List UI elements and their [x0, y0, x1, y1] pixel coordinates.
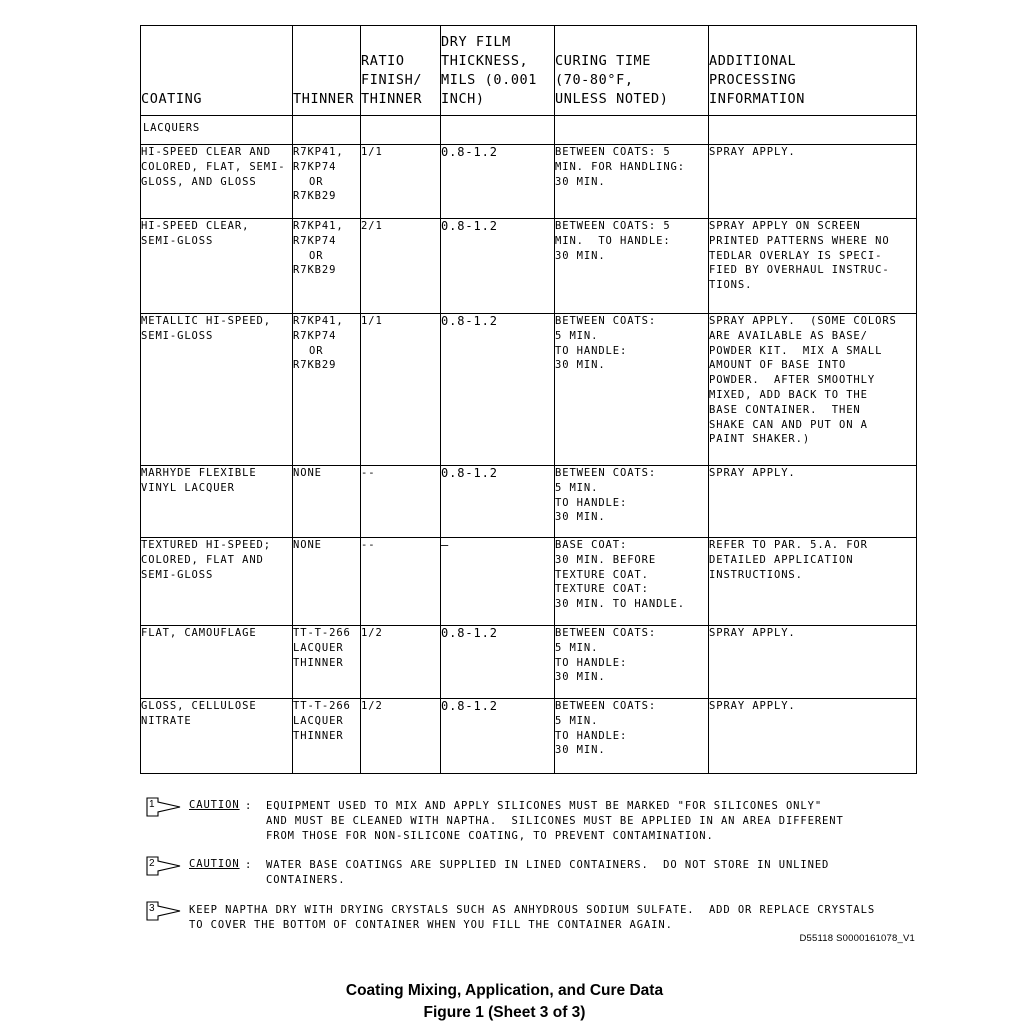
text-line: OR	[309, 175, 324, 188]
text-line: METALLIC HI-SPEED,	[141, 315, 271, 327]
thinner-cell	[293, 219, 361, 314]
text-line: 5 MIN.	[555, 714, 599, 727]
text-line: R7KP74	[293, 234, 337, 247]
header-dry-film	[441, 26, 555, 116]
text-line: FIED BY OVERHAUL INSTRUC-	[709, 264, 890, 277]
text-line: TEXTURE COAT:	[555, 583, 649, 596]
text-line: OR	[309, 344, 324, 357]
text-line: REFER TO PAR. 5.A. FOR	[709, 539, 868, 551]
text-line: SPRAY APPLY ON SCREEN	[709, 220, 861, 232]
text-line: MARHYDE FLEXIBLE	[141, 467, 257, 479]
info-cell	[709, 699, 917, 774]
thinner-cell	[293, 145, 361, 219]
text-line: CURING TIME	[555, 53, 652, 69]
table-row	[141, 314, 917, 466]
dry-film-cell: 0.8-1.2	[441, 314, 555, 466]
text-line: TEXTURE COAT.	[555, 568, 649, 581]
text-line: 30 MIN. BEFORE	[555, 553, 657, 566]
text-line: THINNER	[361, 91, 423, 107]
text-line: TO HANDLE:	[555, 656, 628, 669]
note-flag-2-icon: 2	[146, 856, 186, 876]
text-line: SHAKE CAN AND PUT ON A	[709, 418, 868, 431]
text-line: VINYL LACQUER	[141, 481, 235, 494]
text-line: FLAT, CAMOUFLAGE	[141, 627, 257, 639]
text-line: TIONS.	[709, 279, 753, 292]
ratio-cell: 1/1	[361, 145, 441, 219]
text-line: THINNER	[293, 91, 355, 107]
curing-cell	[555, 538, 709, 626]
text-line: SPRAY APPLY.	[709, 627, 796, 639]
text-line: LACQUER	[293, 714, 344, 727]
text-line: ADDITIONAL	[709, 53, 797, 69]
text-line: COLORED, FLAT, SEMI-	[141, 160, 286, 173]
ratio-cell: --	[361, 538, 441, 626]
text-line: DETAILED APPLICATION	[709, 553, 854, 566]
text-line: TEXTURED HI-SPEED;	[141, 539, 271, 551]
curing-cell	[555, 314, 709, 466]
text-line: R7KP74	[293, 329, 337, 342]
thinner-cell	[293, 626, 361, 699]
text-line: DRY FILM	[441, 34, 511, 50]
text-line: MIN. TO HANDLE:	[555, 234, 671, 247]
text-line: RATIO	[361, 53, 405, 69]
info-cell	[709, 145, 917, 219]
info-cell	[709, 538, 917, 626]
ratio-cell: 1/2	[361, 626, 441, 699]
text-line: R7KP41,	[293, 220, 344, 232]
info-cell	[709, 626, 917, 699]
caution-label: CAUTION	[189, 799, 240, 811]
text-line: ARE AVAILABLE AS BASE/	[709, 329, 868, 342]
text-line: HI-SPEED CLEAR AND	[141, 146, 271, 158]
text-line: TEDLAR OVERLAY IS SPECI-	[709, 249, 883, 262]
section-row	[141, 116, 917, 145]
table-row	[141, 145, 917, 219]
ratio-cell: 1/2	[361, 699, 441, 774]
text-line: MILS (0.001	[441, 72, 538, 88]
text-line: COLORED, FLAT AND	[141, 553, 264, 566]
text-line: (70-80°F,	[555, 72, 634, 88]
table-row	[141, 466, 917, 538]
thinner-cell	[293, 466, 361, 538]
text-line: MIXED, ADD BACK TO THE	[709, 388, 868, 401]
text-line: 5 MIN.	[555, 329, 599, 342]
text-line: SPRAY APPLY.	[709, 146, 796, 158]
ratio-cell: 1/1	[361, 314, 441, 466]
text-line: INCH)	[441, 91, 485, 107]
header-thinner	[293, 26, 361, 116]
text-line: 30 MIN.	[555, 671, 606, 684]
text-line: 30 MIN.	[555, 511, 606, 524]
dry-film-cell: 0.8-1.2	[441, 699, 555, 774]
ratio-cell: --	[361, 466, 441, 538]
text-line: AND MUST BE CLEANED WITH NAPTHA. SILICONES MUST BE APPLIED IN AN AREA DIFFERENT	[266, 815, 844, 827]
text-line: AMOUNT OF BASE INTO	[709, 359, 847, 372]
note-3-text	[189, 903, 875, 933]
ratio-cell: 2/1	[361, 219, 441, 314]
text-line: TO COVER THE BOTTOM OF CONTAINER WHEN YOU FILL THE CONTAINER AGAIN.	[189, 919, 673, 931]
text-line: LACQUER	[293, 641, 344, 654]
text-line: KEEP NAPTHA DRY WITH DRYING CRYSTALS SUCH AS ANHYDROUS SODIUM SULFATE. ADD OR REPLACE CRYSTALS	[189, 904, 876, 916]
dry-film-cell: 0.8-1.2	[441, 219, 555, 314]
text-line: BASE CONTAINER. THEN	[709, 403, 861, 416]
header-row	[141, 26, 917, 116]
note-flag-3-icon: 3	[146, 901, 186, 921]
text-line: TT-T-266	[293, 700, 351, 712]
text-line: NONE	[293, 539, 322, 551]
header-additional-info	[709, 26, 917, 116]
table-row	[141, 626, 917, 699]
caution-label: CAUTION	[189, 858, 240, 870]
text-line: FINISH/	[361, 72, 423, 88]
curing-cell	[555, 626, 709, 699]
coating-cell	[141, 699, 293, 774]
table-row	[141, 699, 917, 774]
text-line: POWDER. AFTER SMOOTHLY	[709, 374, 876, 387]
text-line: EQUIPMENT USED TO MIX AND APPLY SILICONES MUST BE MARKED "FOR SILICONES ONLY"	[266, 800, 823, 812]
curing-cell	[555, 466, 709, 538]
curing-cell	[555, 699, 709, 774]
text-line: 5 MIN.	[555, 641, 599, 654]
header-curing-time	[555, 26, 709, 116]
figure-number: Figure 1 (Sheet 3 of 3)	[423, 1004, 586, 1021]
text-line: GLOSS, CELLULOSE	[141, 700, 257, 712]
header-ratio	[361, 26, 441, 116]
table-row	[141, 538, 917, 626]
text-line: 30 MIN.	[555, 744, 606, 757]
coating-cell	[141, 626, 293, 699]
text-line: PROCESSING	[709, 72, 797, 88]
dry-film-cell: 0.8-1.2	[441, 145, 555, 219]
text-line: HI-SPEED CLEAR,	[141, 220, 250, 232]
text-line: COATING	[141, 91, 203, 107]
text-line: OR	[309, 249, 324, 262]
text-line: THINNER	[293, 656, 344, 669]
text-line: TO HANDLE:	[555, 344, 628, 357]
text-line: 30 MIN.	[555, 359, 606, 372]
dry-film-cell: 0.8-1.2	[441, 466, 555, 538]
text-line: 30 MIN. TO HANDLE.	[555, 598, 685, 611]
text-line: TT-T-266	[293, 627, 351, 639]
text-line: SEMI-GLOSS	[141, 234, 214, 247]
coating-cell	[141, 219, 293, 314]
text-line: THICKNESS,	[441, 53, 529, 69]
info-cell	[709, 219, 917, 314]
curing-cell	[555, 145, 709, 219]
text-line: TO HANDLE:	[555, 729, 628, 742]
coating-cell	[141, 145, 293, 219]
info-cell	[709, 314, 917, 466]
document-id: D55118 S0000161078_V1	[799, 933, 915, 944]
text-line: 30 MIN.	[555, 175, 606, 188]
text-line: 30 MIN.	[555, 249, 606, 262]
text-line: SPRAY APPLY.	[709, 467, 796, 479]
coating-cell	[141, 538, 293, 626]
text-line: MIN. FOR HANDLING:	[555, 160, 685, 173]
coating-data-table	[140, 25, 917, 774]
text-line: TO HANDLE:	[555, 496, 628, 509]
figure-title: Coating Mixing, Application, and Cure Data	[345, 982, 664, 999]
text-line: BETWEEN COATS: 5	[555, 220, 671, 232]
text-line: R7KP41,	[293, 146, 344, 158]
thinner-cell	[293, 699, 361, 774]
table-row	[141, 219, 917, 314]
info-cell	[709, 466, 917, 538]
text-line: CONTAINERS.	[266, 874, 346, 886]
text-line: R7KP74	[293, 160, 337, 173]
note-1-text	[266, 799, 844, 844]
text-line: BETWEEN COATS:	[555, 315, 657, 327]
text-line: FROM THOSE FOR NON-SILICONE COATING, TO PREVENT CONTAMINATION.	[266, 830, 714, 842]
text-line: SPRAY APPLY. (SOME COLORS	[709, 315, 897, 327]
coating-cell	[141, 466, 293, 538]
dry-film-cell: —	[441, 538, 555, 626]
text-line: THINNER	[293, 729, 344, 742]
note-flag-1-icon: 1	[146, 797, 186, 817]
text-line: WATER BASE COATINGS ARE SUPPLIED IN LINED CONTAINERS. DO NOT STORE IN UNLINED	[266, 859, 830, 871]
text-line: BETWEEN COATS:	[555, 467, 657, 479]
thinner-cell	[293, 314, 361, 466]
text-line: R7KB29	[293, 190, 337, 203]
text-line: POWDER KIT. MIX A SMALL	[709, 344, 883, 357]
text-line: R7KB29	[293, 264, 337, 277]
curing-cell	[555, 219, 709, 314]
text-line: GLOSS, AND GLOSS	[141, 175, 257, 188]
text-line: R7KP41,	[293, 315, 344, 327]
text-line: BASE COAT:	[555, 539, 628, 551]
text-line: SPRAY APPLY.	[709, 700, 796, 712]
text-line: PAINT SHAKER.)	[709, 433, 811, 446]
text-line: R7KB29	[293, 359, 337, 372]
text-line: BETWEEN COATS:	[555, 700, 657, 712]
text-line: BETWEEN COATS:	[555, 627, 657, 639]
text-line: PRINTED PATTERNS WHERE NO	[709, 234, 890, 247]
text-line: INSTRUCTIONS.	[709, 568, 803, 581]
header-coating	[141, 26, 293, 116]
note-2-text	[266, 858, 829, 888]
text-line: NONE	[293, 467, 322, 479]
text-line: NITRATE	[141, 714, 192, 727]
coating-cell	[141, 314, 293, 466]
text-line: SEMI-GLOSS	[141, 329, 214, 342]
section-label: LACQUERS	[141, 116, 293, 145]
thinner-cell	[293, 538, 361, 626]
text-line: SEMI-GLOSS	[141, 568, 214, 581]
text-line: 5 MIN.	[555, 481, 599, 494]
text-line: UNLESS NOTED)	[555, 91, 669, 107]
text-line: BETWEEN COATS: 5	[555, 146, 671, 158]
dry-film-cell: 0.8-1.2	[441, 626, 555, 699]
text-line: INFORMATION	[709, 91, 806, 107]
